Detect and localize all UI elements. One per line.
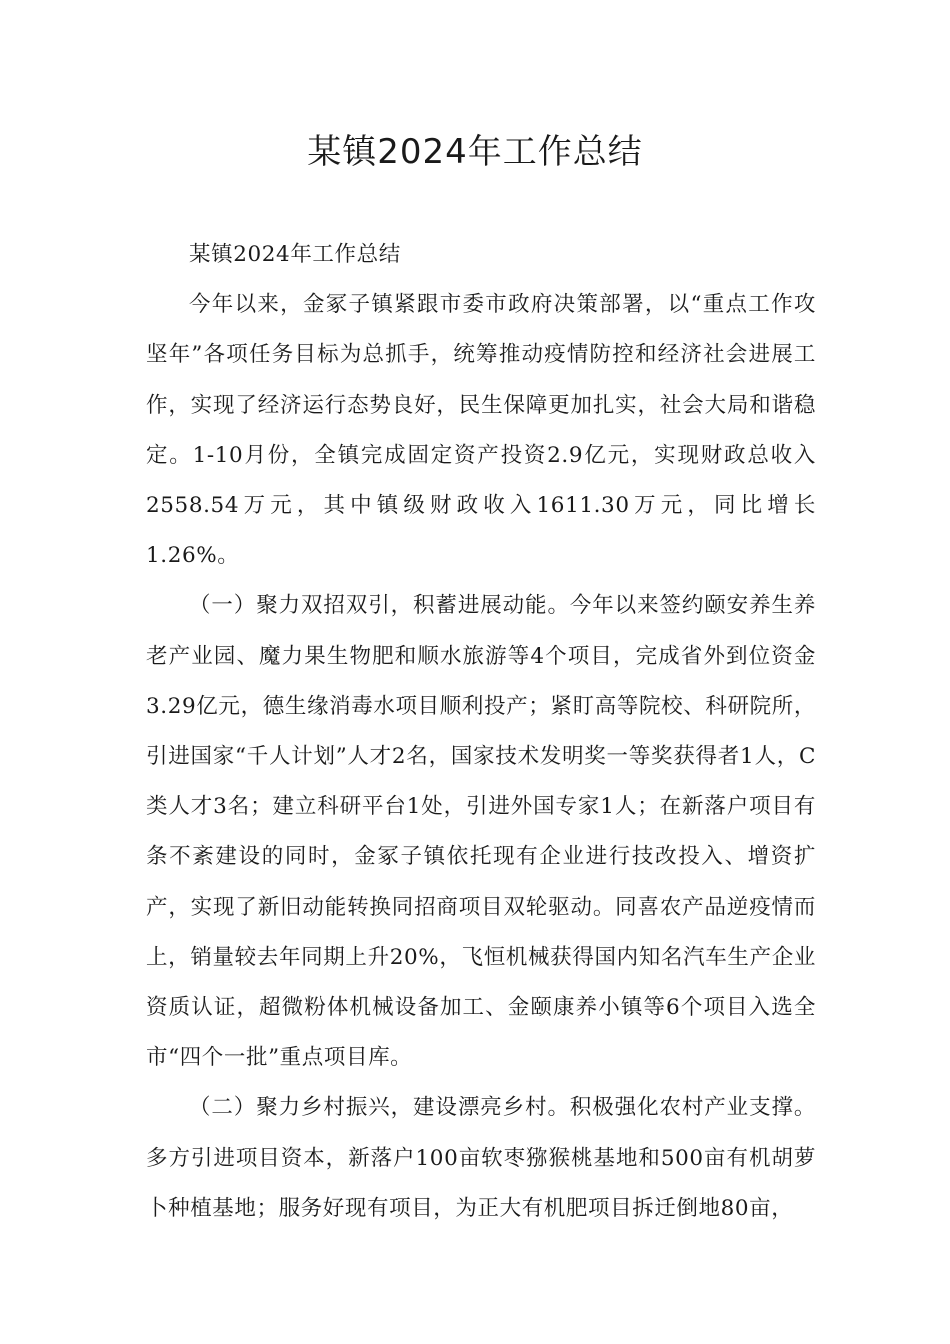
document-title: 某镇2024年工作总结 [307, 132, 643, 172]
paragraph-intro: 今年以来，金冢子镇紧跟市委市政府决策部署，以“重点工作攻坚年”各项任务目标为总抓手，统筹推动疫情防控和经济社会进展工作，实现了经济运行态势良好，民生保障更加扎实，社会大局和谐稳定。1-10月份，全镇完成固定资产投资2.9亿元，实现财政总收入2558.54万元，其中镇级财政收入1611.30万元，同比增长1.26%。 [146, 292, 816, 569]
paragraph-heading: 某镇2024年工作总结 [189, 242, 401, 267]
paragraph-section-2: （二）聚力乡村振兴，建设漂亮乡村。积极强化农村产业支撑。多方引进项目资本，新落户100亩软枣猕猴桃基地和500亩有机胡萝卜种植基地；服务好现有项目，为正大有机肥项目拆迁倒地80亩， [146, 1095, 816, 1221]
paragraph-section-1: （一）聚力双招双引，积蓄进展动能。今年以来签约颐安养生养老产业园、魔力果生物肥和顺水旅游等4个项目，完成省外到位资金3.29亿元，德生缘消毒水项目顺利投产；紧盯高等院校、科研院所，引进国家“千人计划”人才2名，国家技术发明奖一等奖获得者1人，C类人才3名；建立科研平台1处，引进外国专家1人；在新落户项目有条不紊建设的同时，金冢子镇依托现有企业进行技改投入、增资扩产，实现了新旧动能转换同招商项目双轮驱动。同喜农产品逆疫情而上，销量较去年同期上升20%，飞恒机械获得国内知名汽车生产企业资质认证，超微粉体机械设备加工、金颐康养小镇等6个项目入选全市“四个一批”重点项目库。 [146, 593, 816, 1071]
document-body [146, 230, 816, 1234]
